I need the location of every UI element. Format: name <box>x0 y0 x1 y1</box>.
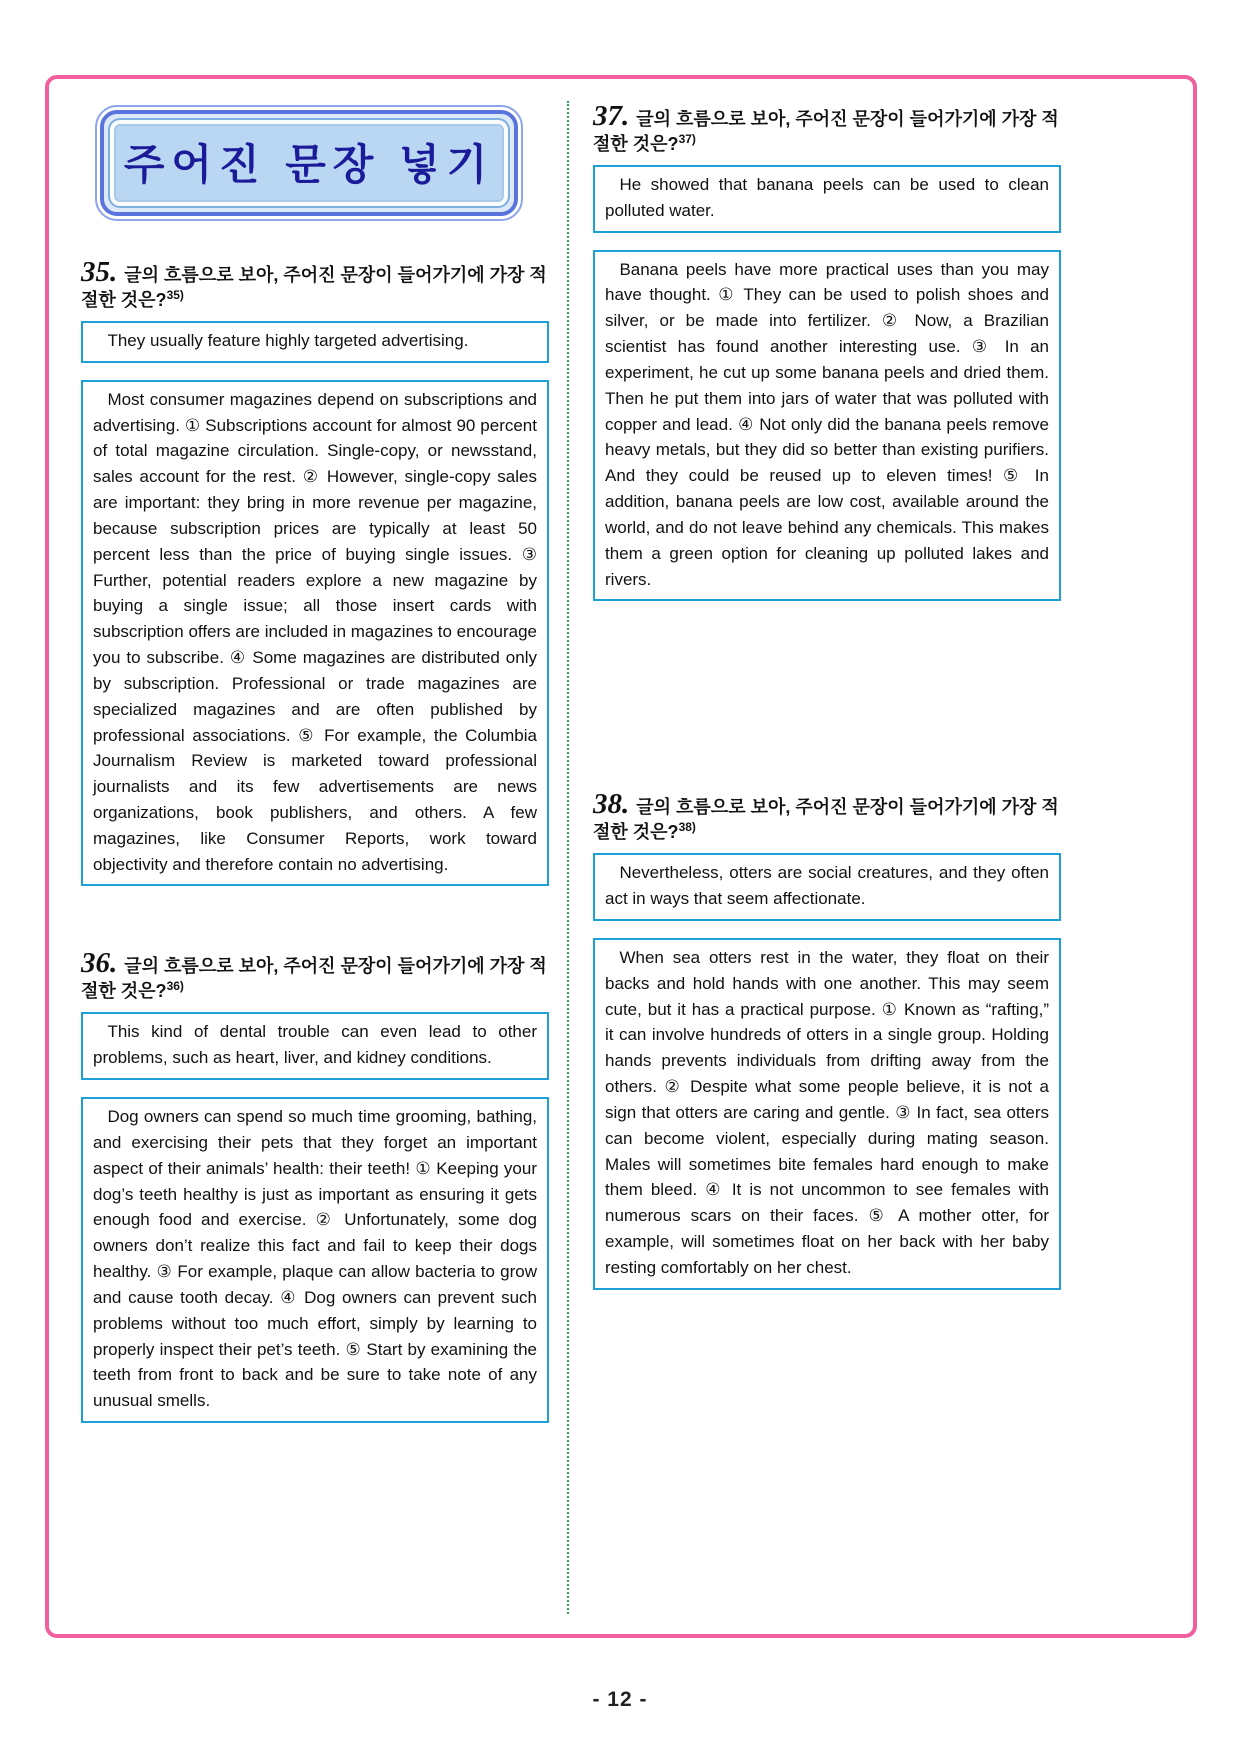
left-column <box>79 101 549 1614</box>
question-36-footnote: 36) <box>166 979 184 994</box>
question-38-given-box <box>593 853 1061 921</box>
question-37-passage-box <box>593 250 1061 602</box>
question-35-footnote: 35) <box>166 287 184 302</box>
question-35-passage: Most consumer magazines depend on subscriptions and advertising. ① Subscriptions account for almost 90 percent of total magazine circulation. Single-copy, or newsstand, sales account for the rest. ② However, single-copy sales are important: they bring in more revenue per magazine, because subscription prices are typically at least 50 percent less than the price of buying single issues. ③ Further, potential readers explore a new magazine by buying a single issue; all those insert cards with subscription offers are included in magazines to encourage you to subscribe. ④ Some magazines are distributed only by subscription. Professional or trade magazines are specialized magazines and are often published by professional associations. ⑤ For example, the Columbia Journalism Review is marketed toward professional journalists and its few advertisements are news organizations, book publishers, and others. A few magazines, like Consumer Reports, work toward objectivity and therefore contain no advertising. <box>93 389 537 874</box>
question-38-passage: When sea otters rest in the water, they float on their backs and hold hands with one another. This may seem cute, but it has a practical purpose. ① Known as “rafting,” it can involve hundreds of otters in a single group. Holding hands prevents individuals from drifting away from the others. ② Despite what some people believe, it is not a sign that otters are caring and gentle. ③ In fact, sea otters can become violent, especially during mating season. Males will sometimes bite females hard enough to make them bleed. ④ It is not uncommon to see females with numerous scars on their faces. ⑤ A mother otter, for example, will sometimes float on her back with her baby resting comfortably on her chest. <box>605 947 1049 1277</box>
column-divider <box>567 101 569 1614</box>
question-37-given-box <box>593 165 1061 233</box>
question-37-prompt: 글의 흐름으로 보아, 주어진 문장이 들어가기에 가장 적절한 것은? <box>593 109 1059 155</box>
two-column-layout <box>49 79 1193 1634</box>
question-36 <box>81 948 549 1423</box>
question-36-passage: Dog owners can spend so much time grooming, bathing, and exercising their pets that they forget an important aspect of their animals’ health: their teeth! ① Keeping your dog’s teeth healthy is just as important as ensuring it gets enough food and exercise. ② Unfortunately, some dog owners don’t realize this fact and fail to keep their dogs healthy. ③ For example, plaque can allow bacteria to grow and cause tooth decay. ④ Dog owners can prevent such problems without too much effort, simply by learning to properly inspect their pet’s teeth. ⑤ Start by examining the teeth from front to back and be sure to take note of any unusual smells. <box>93 1107 537 1411</box>
question-35 <box>81 257 549 886</box>
question-38-header <box>593 789 1061 843</box>
question-37-passage: Banana peels have more practical uses than you may have thought. ① They can be used to polish shoes and silver, or be made into fertilizer. ② Now, a Brazilian scientist has found another interesting use. ③ In an experiment, he cut up some banana peels and dried them. Then he put them into jars of water that was polluted with copper and lead. ④ Not only did the banana peels remove heavy metals, but they did so better than existing purifiers. And they could be reused up to eleven times! ⑤ In addition, banana peels are low cost, available around the world, and do not leave behind any chemicals. This makes them a green option for cleaning up polluted lakes and rivers. <box>605 259 1049 589</box>
section-title: 주어진 문장 넣기 <box>123 141 495 188</box>
page-border-frame <box>45 75 1197 1638</box>
section-title-border <box>100 110 518 216</box>
page-number: - 12 - <box>592 1688 648 1711</box>
question-35-passage-box <box>81 380 549 887</box>
question-35-given-box <box>81 321 549 363</box>
question-37-given-sentence: He showed that banana peels can be used to clean polluted water. <box>605 174 1049 220</box>
question-36-given-sentence: This kind of dental trouble can even lead to other problems, such as heart, liver, and kidney conditions. <box>93 1022 537 1068</box>
question-36-header <box>81 948 549 1002</box>
question-36-number: 36. <box>81 947 118 980</box>
question-37-number: 37. <box>593 100 630 132</box>
question-37-header <box>593 101 1061 155</box>
question-35-given-sentence: They usually feature highly targeted advertising. <box>107 330 469 350</box>
question-35-number: 35. <box>81 256 118 288</box>
question-37 <box>593 101 1061 601</box>
question-38-passage-box <box>593 938 1061 1290</box>
section-title-box <box>95 105 523 221</box>
question-35-prompt: 글의 흐름으로 보아, 주어진 문장이 들어가기에 가장 적절한 것은? <box>81 265 547 311</box>
right-column <box>591 101 1061 1614</box>
question-36-given-box <box>81 1012 549 1080</box>
question-38-given-sentence: Nevertheless, otters are social creatures, and they often act in ways that seem affectionate. <box>605 863 1049 909</box>
section-title-fill <box>108 118 510 208</box>
question-38-number: 38. <box>593 788 630 821</box>
question-38-prompt: 글의 흐름으로 보아, 주어진 문장이 들어가기에 가장 적절한 것은? <box>593 797 1059 843</box>
question-37-footnote: 37) <box>678 131 696 146</box>
question-36-passage-box <box>81 1097 549 1423</box>
question-36-prompt: 글의 흐름으로 보아, 주어진 문장이 들어가기에 가장 적절한 것은? <box>81 956 547 1002</box>
question-38-footnote: 38) <box>678 820 696 835</box>
question-38 <box>593 789 1061 1289</box>
question-35-header <box>81 257 549 311</box>
